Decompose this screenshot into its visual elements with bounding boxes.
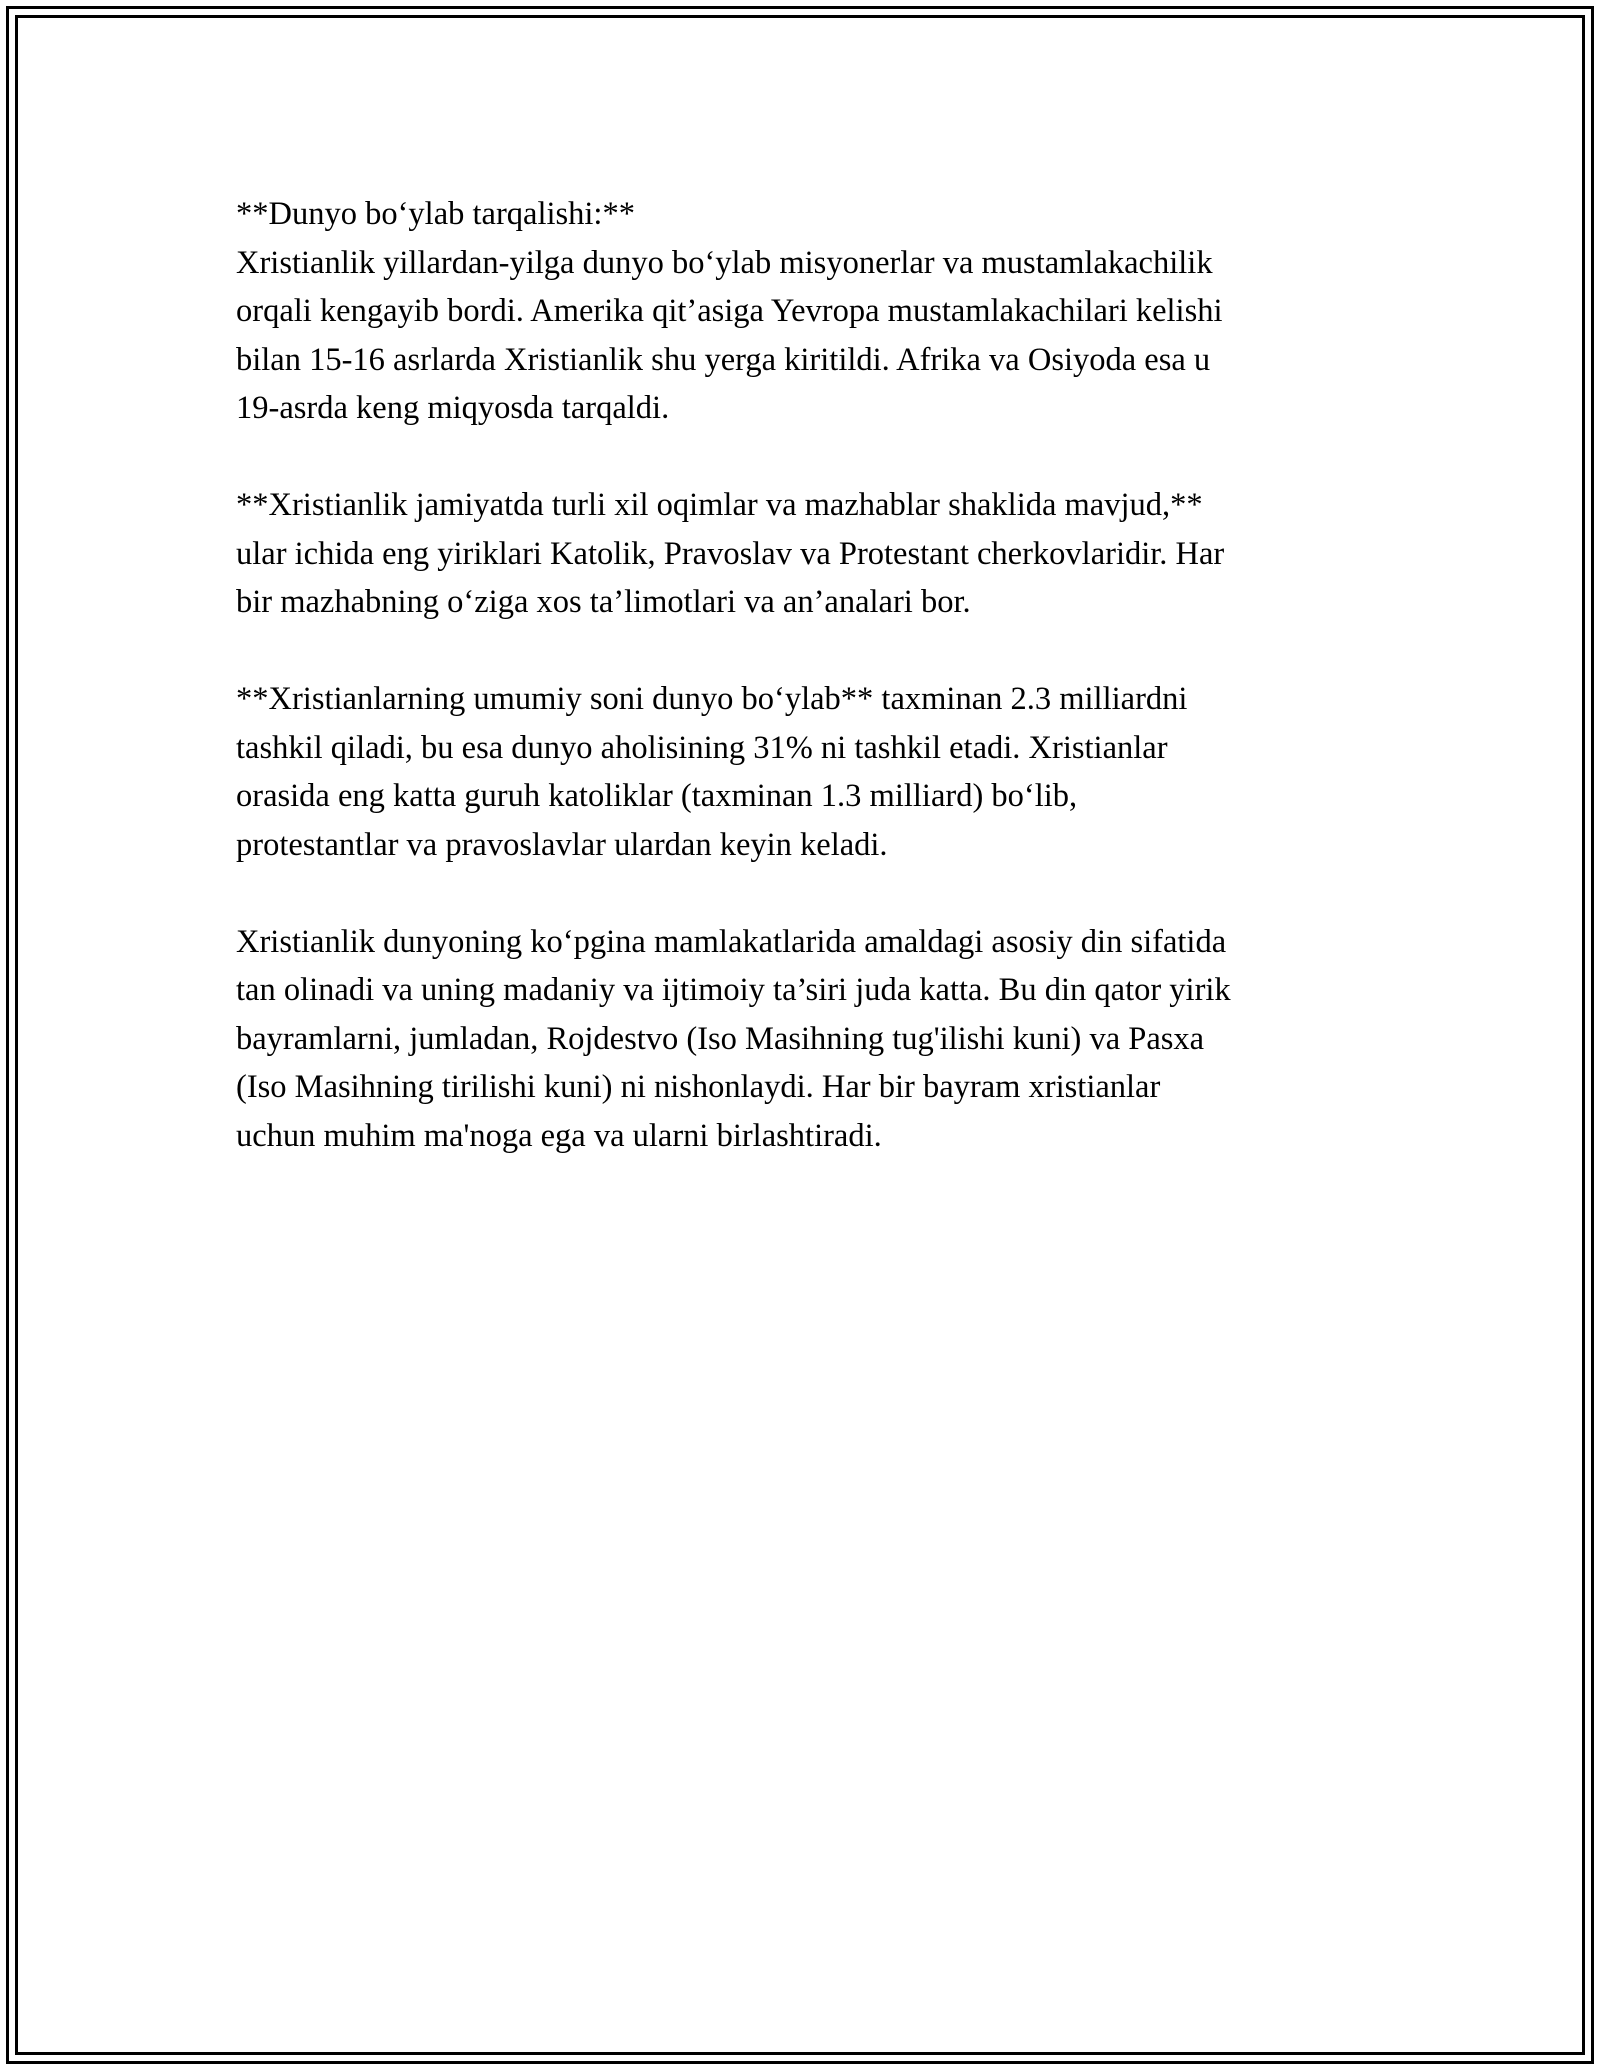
document-body (236, 190, 1376, 1160)
paragraph-spread: **Dunyo bo‘ylab tarqalishi:** Xristianlik yillardan-yilga dunyo bo‘ylab misyonerlar va mustamlakachilik orqali kengayib bordi. Amerika qit’asiga Yevropa mustamlakachilari kelishi bilan 15-16 asrlarda Xristianlik shu yerga kiritildi. Afrika va Osiyoda esa u 19-asrda keng miqyosda tarqaldi. (236, 196, 1223, 426)
paragraph-holidays: Xristianlik dunyoning ko‘pgina mamlakatlarida amaldagi asosiy din sifatida tan olinadi va uning madaniy va ijtimoiy ta’siri juda katta. Bu din qator yirik bayramlarni, jumladan, Rojdestvo (Iso Masihning tug'ilishi kuni) va Pasxa (Iso Masihning tirilishi kuni) ni nishonlaydi. Har bir bayram xristianlar uchun muhim ma'noga ega va ularni birlashtiradi. (236, 923, 1231, 1154)
paragraph-denominations: **Xristianlik jamiyatda turli xil oqimlar va mazhablar shaklida mavjud,** ular ichida eng yiriklari Katolik, Pravoslav va Protestant cherkovlaridir. Har bir mazhabning o‘ziga xos ta’limotlari va an’analari bor. (236, 487, 1225, 620)
paragraph-population: **Xristianlarning umumiy soni dunyo bo‘ylab** taxminan 2.3 milliardni tashkil qiladi, bu esa dunyo aholisining 31% ni tashkil etadi. Xristianlar orasida eng katta guruh katoliklar (taxminan 1.3 milliard) bo‘lib, protestantlar va pravoslavlar ulardan keyin keladi. (236, 681, 1188, 863)
